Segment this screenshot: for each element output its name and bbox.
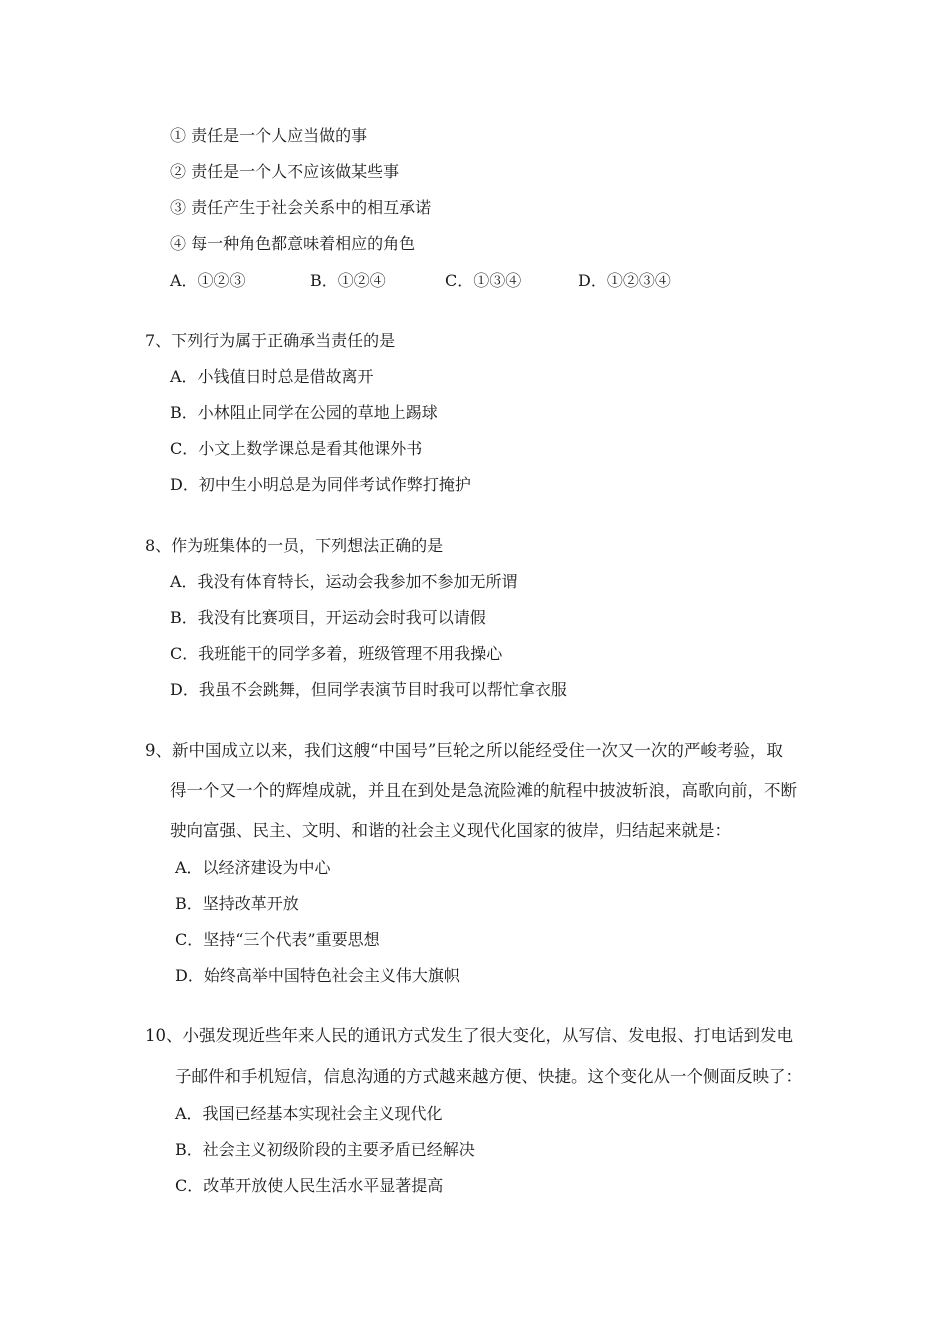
q7-option-a: A．小钱值日时总是借故离开	[170, 367, 374, 386]
q10-stem-line-1: 10、小强发现近些年来人民的通讯方式发生了很大变化，从写信、发电报、打电话到发电	[145, 1026, 793, 1045]
q6-statement-3: ③ 责任产生于社会关系中的相互承诺	[170, 198, 432, 217]
q6-choice-c: C．①③④	[445, 271, 522, 290]
q10-stem-line-2: 子邮件和手机短信，信息沟通的方式越来越方便、快捷。这个变化从一个侧面反映了：	[175, 1067, 802, 1086]
q9-stem-line-3: 驶向富强、民主、文明、和谐的社会主义现代化国家的彼岸，归结起来就是：	[170, 821, 731, 840]
q8-stem: 8、作为班集体的一员，下列想法正确的是	[145, 536, 444, 555]
q6-statement-1: ① 责任是一个人应当做的事	[170, 126, 368, 145]
q8-option-a: A．我没有体育特长，运动会我参加不参加无所谓	[170, 572, 518, 591]
q8-option-d: D．我虽不会跳舞，但同学表演节目时我可以帮忙拿衣服	[170, 680, 567, 699]
q6-statement-2: ② 责任是一个人不应该做某些事	[170, 162, 400, 181]
q7-option-c: C．小文上数学课总是看其他课外书	[170, 439, 423, 458]
q8-option-b: B．我没有比赛项目，开运动会时我可以请假	[170, 608, 486, 627]
q6-choice-a: A．①②③	[170, 271, 246, 290]
q10-option-c: C．改革开放使人民生活水平显著提高	[175, 1176, 444, 1195]
q9-option-a: A．以经济建设为中心	[175, 858, 331, 877]
q7-stem: 7、下列行为属于正确承当责任的是	[145, 331, 396, 350]
q10-option-b: B．社会主义初级阶段的主要矛盾已经解决	[175, 1140, 475, 1159]
q6-choice-b: B．①②④	[310, 271, 386, 290]
q9-option-d: D．始终高举中国特色社会主义伟大旗帜	[175, 966, 460, 985]
q9-stem-line-2: 得一个又一个的辉煌成就，并且在到处是急流险滩的航程中披波斩浪，高歌向前，不断	[170, 781, 797, 800]
q8-option-c: C．我班能干的同学多着，班级管理不用我操心	[170, 644, 503, 663]
q9-option-b: B．坚持改革开放	[175, 894, 299, 913]
q9-stem-line-1: 9、新中国成立以来，我们这艘“中国号”巨轮之所以能经受住一次又一次的严峻考验，取	[145, 741, 783, 760]
q7-option-d: D．初中生小明总是为同伴考试作弊打掩护	[170, 475, 471, 494]
q6-choice-d: D．①②③④	[578, 271, 671, 290]
q6-statement-4: ④ 每一种角色都意味着相应的角色	[170, 234, 416, 253]
q10-option-a: A．我国已经基本实现社会主义现代化	[175, 1104, 443, 1123]
q7-option-b: B．小林阻止同学在公园的草地上踢球	[170, 403, 438, 422]
q6-choices	[170, 270, 730, 292]
q9-option-c: C．坚持“三个代表”重要思想	[175, 930, 380, 949]
